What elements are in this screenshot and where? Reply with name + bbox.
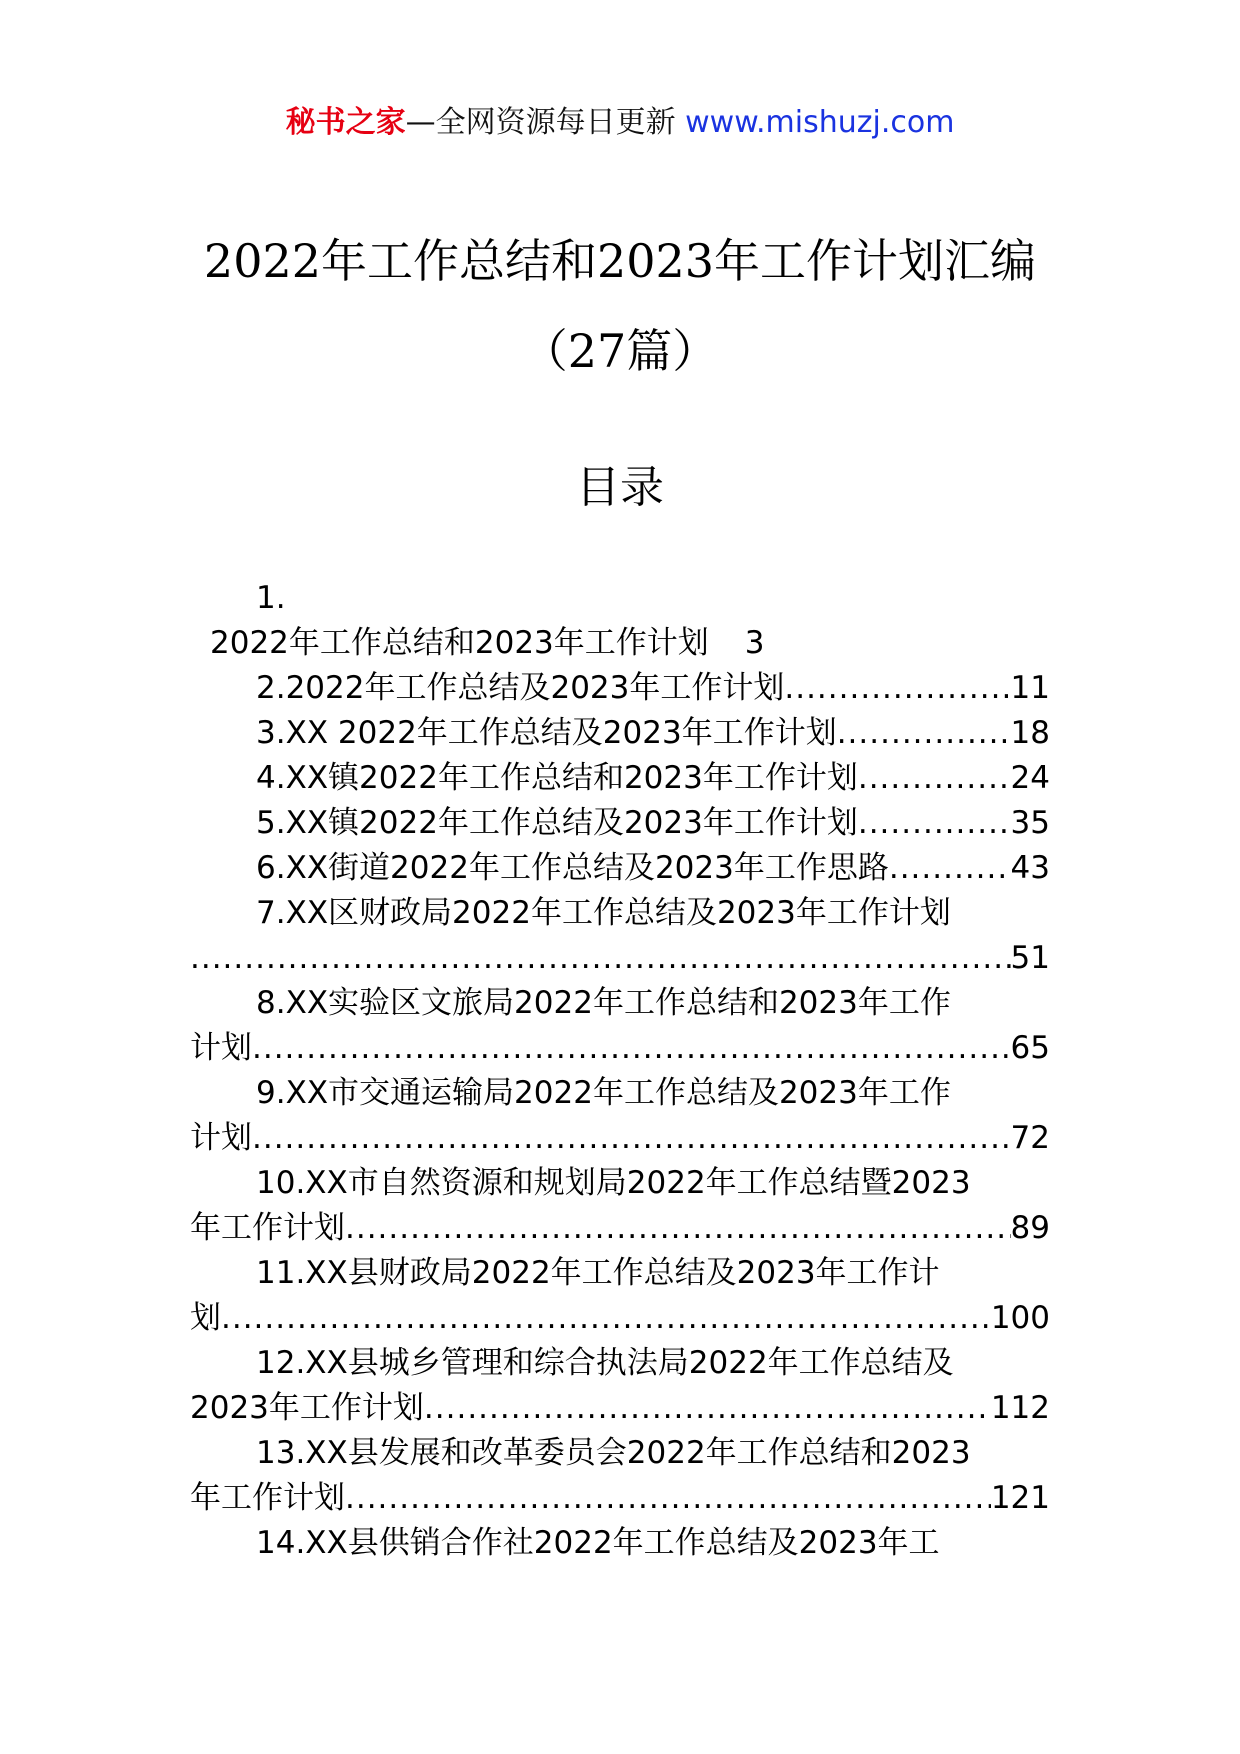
toc-entry-text: 7.XX区财政局2022年工作总结及2023年工作计划 [256, 895, 951, 931]
toc-leader-dots [190, 936, 1011, 981]
toc-entry-text: 4.XX镇2022年工作总结和2023年工作计划 [256, 760, 858, 796]
toc-entry-13[interactable] [190, 1431, 1050, 1521]
toc-entry-7[interactable] [190, 891, 1050, 981]
document-title: 2022年工作总结和2023年工作计划汇编 [203, 234, 1037, 288]
toc-entry-page: 100 [990, 1300, 1050, 1336]
toc-entry-page: 24 [1010, 760, 1050, 796]
toc-entry-3[interactable] [190, 711, 1050, 756]
toc-entry-text: 年工作计划 [190, 1480, 345, 1516]
toc-leader-dots [784, 666, 1010, 711]
toc-entry-text: 8.XX实验区文旅局2022年工作总结和2023年工作 [256, 985, 951, 1021]
site-url-link[interactable]: www.mishuzj.com [685, 105, 955, 140]
toc-leader-dots [345, 1476, 991, 1521]
toc-entry-text: 13.XX县发展和改革委员会2022年工作总结和2023 [256, 1435, 971, 1471]
table-of-contents [190, 576, 1050, 1566]
toc-entry-text: 2022年工作总结和2023年工作计划 [210, 625, 709, 661]
header-slogan: —全网资源每日更新 [405, 105, 676, 140]
toc-entry-page: 121 [990, 1480, 1050, 1516]
toc-leader-dots [858, 801, 1011, 846]
toc-entry-text: 9.XX市交通运输局2022年工作总结及2023年工作 [256, 1075, 951, 1111]
toc-entry-text: 2.2022年工作总结及2023年工作计划 [256, 670, 785, 706]
toc-entry-text: 计划 [190, 1030, 252, 1066]
toc-entry-text: 14.XX县供销合作社2022年工作总结及2023年工 [256, 1525, 940, 1561]
toc-entry-4[interactable] [190, 756, 1050, 801]
document-subtitle: （27篇） [521, 324, 719, 378]
toc-leader-dots [252, 1116, 1011, 1161]
toc-entry-5[interactable] [190, 801, 1050, 846]
toc-entry-text: 计划 [190, 1120, 252, 1156]
toc-entry-page: 72 [1010, 1120, 1050, 1156]
toc-entry-text: 11.XX县财政局2022年工作总结及2023年工作计 [256, 1255, 940, 1291]
toc-entry-number: 1. [256, 580, 286, 616]
toc-entry-2[interactable] [190, 666, 1050, 711]
toc-entry-page: 43 [1010, 850, 1050, 886]
toc-entry-text: 3.XX 2022年工作总结及2023年工作计划 [256, 715, 837, 751]
toc-entry-page: 112 [990, 1390, 1050, 1426]
site-header [0, 103, 1240, 143]
toc-leader-dots [345, 1206, 1011, 1251]
toc-entry-text: 划 [190, 1300, 221, 1336]
toc-entry-14[interactable] [190, 1521, 1050, 1566]
toc-entry-text: 5.XX镇2022年工作总结及2023年工作计划 [256, 805, 858, 841]
toc-leader-dots [221, 1296, 991, 1341]
toc-entry-text: 年工作计划 [190, 1210, 345, 1246]
toc-leader-dots [252, 1026, 1011, 1071]
toc-entry-1[interactable] [190, 576, 1050, 666]
toc-entry-page: 3 [744, 625, 765, 661]
brand-name: 秘书之家 [285, 105, 406, 140]
toc-entry-text: 6.XX街道2022年工作总结及2023年工作思路 [256, 850, 889, 886]
toc-entry-8[interactable] [190, 981, 1050, 1071]
toc-heading: 目录 [576, 462, 664, 513]
toc-entry-9[interactable] [190, 1071, 1050, 1161]
toc-entry-page: 51 [1010, 940, 1050, 976]
toc-entry-12[interactable] [190, 1341, 1050, 1431]
toc-entry-text: 2023年工作计划 [190, 1390, 424, 1426]
toc-entry-page: 35 [1010, 805, 1050, 841]
toc-entry-page: 18 [1010, 715, 1050, 751]
toc-entry-page: 65 [1010, 1030, 1050, 1066]
toc-entry-10[interactable] [190, 1161, 1050, 1251]
toc-leader-dots [858, 756, 1011, 801]
toc-entry-text: 12.XX县城乡管理和综合执法局2022年工作总结及 [256, 1345, 954, 1381]
toc-entry-11[interactable] [190, 1251, 1050, 1341]
toc-entry-6[interactable] [190, 846, 1050, 891]
toc-leader-dots [424, 1386, 991, 1431]
toc-entry-text: 10.XX市自然资源和规划局2022年工作总结暨2023 [256, 1165, 971, 1201]
toc-list [190, 666, 1050, 1566]
toc-leader-dots [889, 846, 1011, 891]
toc-leader-dots [837, 711, 1011, 756]
toc-entry-page: 11 [1010, 670, 1050, 706]
toc-entry-page: 89 [1010, 1210, 1050, 1246]
